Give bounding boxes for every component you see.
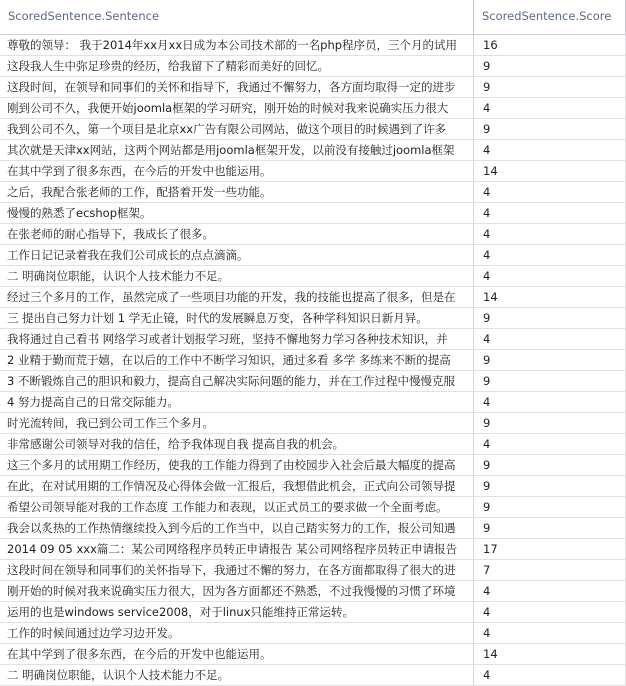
grid-body <box>0 35 626 686</box>
sentence-cell[interactable]: 经过三个多月的工作，虽然完成了一些项目功能的开发，我的技能也提高了很多，但是在 <box>0 287 474 307</box>
score-cell[interactable]: 14 <box>474 161 626 181</box>
score-cell[interactable]: 4 <box>474 392 626 412</box>
table-row[interactable] <box>0 35 626 56</box>
sentence-cell[interactable]: 我将通过自己看书 网络学习或者计划报学习班，坚持不懈地努力学习各种技术知识，并 <box>0 329 474 349</box>
table-row[interactable] <box>0 119 626 140</box>
table-row[interactable] <box>0 665 626 686</box>
table-row[interactable] <box>0 245 626 266</box>
table-row[interactable] <box>0 140 626 161</box>
table-row[interactable] <box>0 644 626 665</box>
table-row[interactable] <box>0 329 626 350</box>
score-cell[interactable]: 17 <box>474 539 626 559</box>
table-row[interactable] <box>0 581 626 602</box>
score-cell[interactable]: 9 <box>474 371 626 391</box>
table-row[interactable] <box>0 56 626 77</box>
score-cell[interactable]: 4 <box>474 98 626 118</box>
sentence-cell[interactable]: 我会以炙热的工作热情继续投入到今后的工作当中，以自己踏实努力的工作，报公司知遇 <box>0 518 474 538</box>
score-cell[interactable]: 4 <box>474 329 626 349</box>
table-row[interactable] <box>0 476 626 497</box>
sentence-cell[interactable]: 非常感谢公司领导对我的信任，给予我体现自我 提高自我的机会。 <box>0 434 474 454</box>
score-cell[interactable]: 9 <box>474 56 626 76</box>
sentence-cell[interactable]: 在其中学到了很多东西，在今后的开发中也能运用。 <box>0 161 474 181</box>
score-cell[interactable]: 4 <box>474 434 626 454</box>
sentence-cell[interactable]: 这段我人生中弥足珍贵的经历，给我留下了精彩而美好的回忆。 <box>0 56 474 76</box>
score-cell[interactable]: 9 <box>474 497 626 517</box>
sentence-cell[interactable]: 之后，我配合张老师的工作，配搭着开发一些功能。 <box>0 182 474 202</box>
score-cell[interactable]: 7 <box>474 560 626 580</box>
column-header-sentence[interactable]: ScoredSentence.Sentence <box>0 0 474 34</box>
table-row[interactable] <box>0 392 626 413</box>
table-row[interactable] <box>0 266 626 287</box>
score-cell[interactable]: 4 <box>474 665 626 685</box>
table-row[interactable] <box>0 224 626 245</box>
score-cell[interactable]: 9 <box>474 350 626 370</box>
sentence-cell[interactable]: 在此，在对试用期的工作情况及心得体会做一汇报后，我想借此机会，正式向公司领导提 <box>0 476 474 496</box>
table-row[interactable] <box>0 77 626 98</box>
table-row[interactable] <box>0 539 626 560</box>
table-row[interactable] <box>0 602 626 623</box>
score-cell[interactable]: 4 <box>474 140 626 160</box>
score-cell[interactable]: 4 <box>474 602 626 622</box>
table-row[interactable] <box>0 308 626 329</box>
score-cell[interactable]: 9 <box>474 308 626 328</box>
table-row[interactable] <box>0 434 626 455</box>
score-cell[interactable]: 9 <box>474 77 626 97</box>
table-row[interactable] <box>0 350 626 371</box>
sentence-cell[interactable]: 4 努力提高自己的日常交际能力。 <box>0 392 474 412</box>
table-row[interactable] <box>0 623 626 644</box>
sentence-cell[interactable]: 慢慢的熟悉了ecshop框架。 <box>0 203 474 223</box>
table-row[interactable] <box>0 98 626 119</box>
score-cell[interactable]: 4 <box>474 581 626 601</box>
sentence-cell[interactable]: 其次就是天津xx网站，这两个网站都是用joomla框架开发，以前没有接触过joomla框架 <box>0 140 474 160</box>
score-cell[interactable]: 9 <box>474 476 626 496</box>
sentence-cell[interactable]: 这段时间，在领导和同事们的关怀和指导下，我通过不懈努力，各方面均取得一定的进步 <box>0 77 474 97</box>
score-cell[interactable]: 4 <box>474 182 626 202</box>
sentence-cell[interactable]: 三 提出自己努力计划 1 学无止镜，时代的发展瞬息万变，各种学科知识日新月异。 <box>0 308 474 328</box>
sentence-cell[interactable]: 在张老师的耐心指导下，我成长了很多。 <box>0 224 474 244</box>
sentence-cell[interactable]: 二 明确岗位职能，认识个人技术能力不足。 <box>0 665 474 685</box>
score-cell[interactable]: 4 <box>474 224 626 244</box>
sentence-cell[interactable]: 3 不断锻炼自己的胆识和毅力，提高自己解决实际问题的能力，并在工作过程中慢慢克服 <box>0 371 474 391</box>
column-header-score[interactable]: ScoredSentence.Score <box>474 0 626 34</box>
score-cell[interactable]: 9 <box>474 518 626 538</box>
sentence-cell[interactable]: 希望公司领导能对我的工作态度 工作能力和表现，以正式员工的要求做一个全面考虑。 <box>0 497 474 517</box>
table-row[interactable] <box>0 182 626 203</box>
table-row[interactable] <box>0 203 626 224</box>
score-cell[interactable]: 4 <box>474 245 626 265</box>
score-cell[interactable]: 14 <box>474 287 626 307</box>
grid-header <box>0 0 626 35</box>
sentence-cell[interactable]: 刚开始的时候对我来说确实压力很大，因为各方面都还不熟悉，不过我慢慢的习惯了环境 <box>0 581 474 601</box>
table-row[interactable] <box>0 413 626 434</box>
sentence-cell[interactable]: 刚到公司不久，我便开始joomla框架的学习研究，刚开始的时候对我来说确实压力很大 <box>0 98 474 118</box>
score-cell[interactable]: 14 <box>474 644 626 664</box>
sentence-cell[interactable]: 运用的也是windows service2008，对于linux只能维持正常运转。 <box>0 602 474 622</box>
score-cell[interactable]: 9 <box>474 413 626 433</box>
sentence-cell[interactable]: 2 业精于勤而荒于嬉，在以后的工作中不断学习知识，通过多看 多学 多练来不断的提高 <box>0 350 474 370</box>
table-row[interactable] <box>0 518 626 539</box>
score-cell[interactable]: 16 <box>474 35 626 55</box>
sentence-cell[interactable]: 尊敬的领导： 我于2014年xx月xx日成为本公司技术部的一名php程序员，三个月的试用 <box>0 35 474 55</box>
score-cell[interactable]: 4 <box>474 623 626 643</box>
table-row[interactable] <box>0 161 626 182</box>
score-cell[interactable]: 4 <box>474 266 626 286</box>
table-row[interactable] <box>0 371 626 392</box>
sentence-cell[interactable]: 在其中学到了很多东西，在今后的开发中也能运用。 <box>0 644 474 664</box>
table-row[interactable] <box>0 455 626 476</box>
sentence-cell[interactable]: 工作日记记录着我在我们公司成长的点点滴滴。 <box>0 245 474 265</box>
sentence-cell[interactable]: 时光流转间，我已到公司工作三个多月。 <box>0 413 474 433</box>
sentence-cell[interactable]: 这段时间在领导和同事们的关怀指导下，我通过不懈的努力，在各方面都取得了很大的进 <box>0 560 474 580</box>
sentence-cell[interactable]: 我到公司不久，第一个项目是北京xx广告有限公司网站，做这个项目的时候遇到了许多 <box>0 119 474 139</box>
sentence-cell[interactable]: 工作的时候间通过边学习边开发。 <box>0 623 474 643</box>
score-cell[interactable]: 9 <box>474 119 626 139</box>
sentence-cell[interactable]: 二 明确岗位职能，认识个人技术能力不足。 <box>0 266 474 286</box>
sentence-cell[interactable]: 这三个多月的试用期工作经历，使我的工作能力得到了由校园步入社会后最大幅度的提高 <box>0 455 474 475</box>
table-row[interactable] <box>0 287 626 308</box>
sentence-cell[interactable]: 2014 09 05 xxx篇二：某公司网络程序员转正申请报告 某公司网络程序员转正申请报告 <box>0 539 474 559</box>
score-cell[interactable]: 4 <box>474 203 626 223</box>
table-row[interactable] <box>0 560 626 581</box>
score-cell[interactable]: 9 <box>474 455 626 475</box>
table-row[interactable] <box>0 497 626 518</box>
